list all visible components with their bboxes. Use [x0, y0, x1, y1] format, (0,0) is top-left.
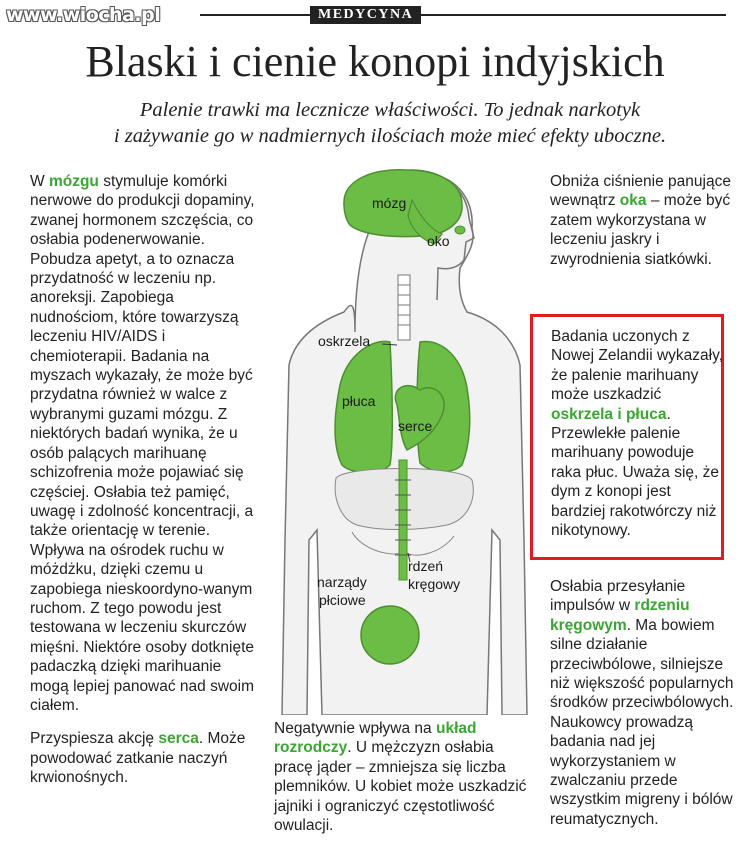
- lead-line-1: Palenie trawki ma lecznicze właściwości. To jednak narkotyk: [139, 99, 641, 121]
- label-spine-2: kręgowy: [408, 576, 461, 592]
- left-column: [30, 172, 262, 788]
- body-diagram: [262, 160, 542, 715]
- spine-paragraph-pre: Osłabia przesyłanie impulsów w: [550, 578, 686, 615]
- lungs-paragraph-text: . Przewlekłe palenie marihuany powoduje raka płuc. Uważa się, że dym z konopi jest bardziej rakotwórczy niż nikotynowy.: [551, 405, 719, 540]
- watermark: www.wiocha.pl: [6, 4, 161, 26]
- label-bronchi: oskrzela: [318, 333, 371, 349]
- spine-highlight: rdzeniu kręgowym: [550, 597, 690, 634]
- eye-paragraph-text: – może być zatem wykorzystana w leczeniu jaskry i zwyrodnienia siatkówki.: [550, 192, 731, 268]
- eye-organ: [455, 226, 465, 234]
- heart-paragraph-text: . Może powodować zatkanie naczyń krwionośnych.: [30, 730, 246, 787]
- body-svg: [262, 160, 542, 715]
- reproductive-organ: [361, 606, 419, 664]
- label-heart: serce: [398, 418, 433, 434]
- lungs-highlight: oskrzela i płuca: [551, 405, 667, 423]
- label-lungs: płuca: [342, 393, 376, 409]
- eye-paragraph: [550, 172, 735, 269]
- label-spine-1: rdzeń: [408, 558, 444, 574]
- heart-highlight: serca: [158, 730, 199, 748]
- label-eye: oko: [427, 233, 450, 249]
- lead-line-2: i zażywanie go w nadmiernych ilościach może mieć efekty uboczne.: [113, 125, 667, 147]
- brain-highlight: mózgu: [48, 173, 99, 190]
- brain-paragraph-w: W: [30, 173, 45, 190]
- section-tag: MEDYCYNA: [310, 6, 421, 24]
- eye-highlight: oka: [619, 192, 647, 210]
- heart-paragraph-pre: Przyspiesza akcję: [30, 730, 155, 748]
- brain-paragraph-text: stymuluje komórki nerwowe do produkcji dopaminy, zwanej hormonem szczęścia, co osłabia podenerwowanie. Pobudza apetyt, a to oznacza przydatność w leczeniu np. anoreksji. Zapobiega nudnościom, które towarzyszą leczeniu HIV/AIDS i chemioterapii. Badania na myszach wykazały, że może być przydatna również w walce z wybranymi guzami mózgu. Z niektórych badań wynika, że u osób palących marihuanę schizofrenia może pojawiać się częściej. Osłabia też pamięć, uwagę i zdolność koncentracji, a także orientację w terenie. Wpływa na ośrodek ruchu w móżdżku, dzięki czemu u zapobiega nieskoordyno-wanym ruchom. Z tego powodu jest testowana w leczeniu skurczów mięśni. Niektóre osoby dotknięte padaczką dzięki marihuanie mogą lepiej panować nad swoim ciałem.: [30, 173, 255, 714]
- spine-paragraph: [550, 577, 735, 829]
- eye-paragraph-pre: Obniża ciśnienie panujące wewnątrz: [550, 173, 731, 210]
- label-brain: mózg: [372, 195, 407, 211]
- reproductive-paragraph: [274, 719, 532, 835]
- headline: Blaski i cienie konopi indyjskich: [85, 37, 665, 86]
- brain-paragraph: [30, 172, 262, 715]
- spine-paragraph-text: . Ma bowiem silne działanie przeciwbólowe, silniejsze niż większość popularnych środków przeciwbólowych. Naukowcy prowadzą badania nad jej wykorzystaniem w zwalczaniu przede wszystkim migreny i bólów reumatycznych.: [550, 616, 734, 828]
- spinal-cord: [399, 460, 407, 580]
- reproductive-paragraph-text: . U mężczyzn osłabia pracę jąder – zmniejsza się liczba plemników. U kobiet może uszkadzić jajniki i ograniczyć częstotliwość owulacji.: [274, 739, 527, 835]
- label-repro-2: płciowe: [319, 592, 366, 608]
- lungs-paragraph-pre: Badania uczonych z Nowej Zelandii wykazały, że palenie marihuany może uszkadzić: [551, 328, 723, 404]
- heart-paragraph: [30, 729, 262, 787]
- lead: [60, 97, 720, 149]
- lungs-paragraph: [551, 327, 723, 540]
- reproductive-paragraph-pre: Negatywnie wpływa na: [274, 720, 432, 737]
- top-rule: [200, 14, 726, 16]
- reproductive-highlight: układ rozrodczy: [274, 720, 477, 757]
- label-repro-1: narządy: [317, 574, 367, 590]
